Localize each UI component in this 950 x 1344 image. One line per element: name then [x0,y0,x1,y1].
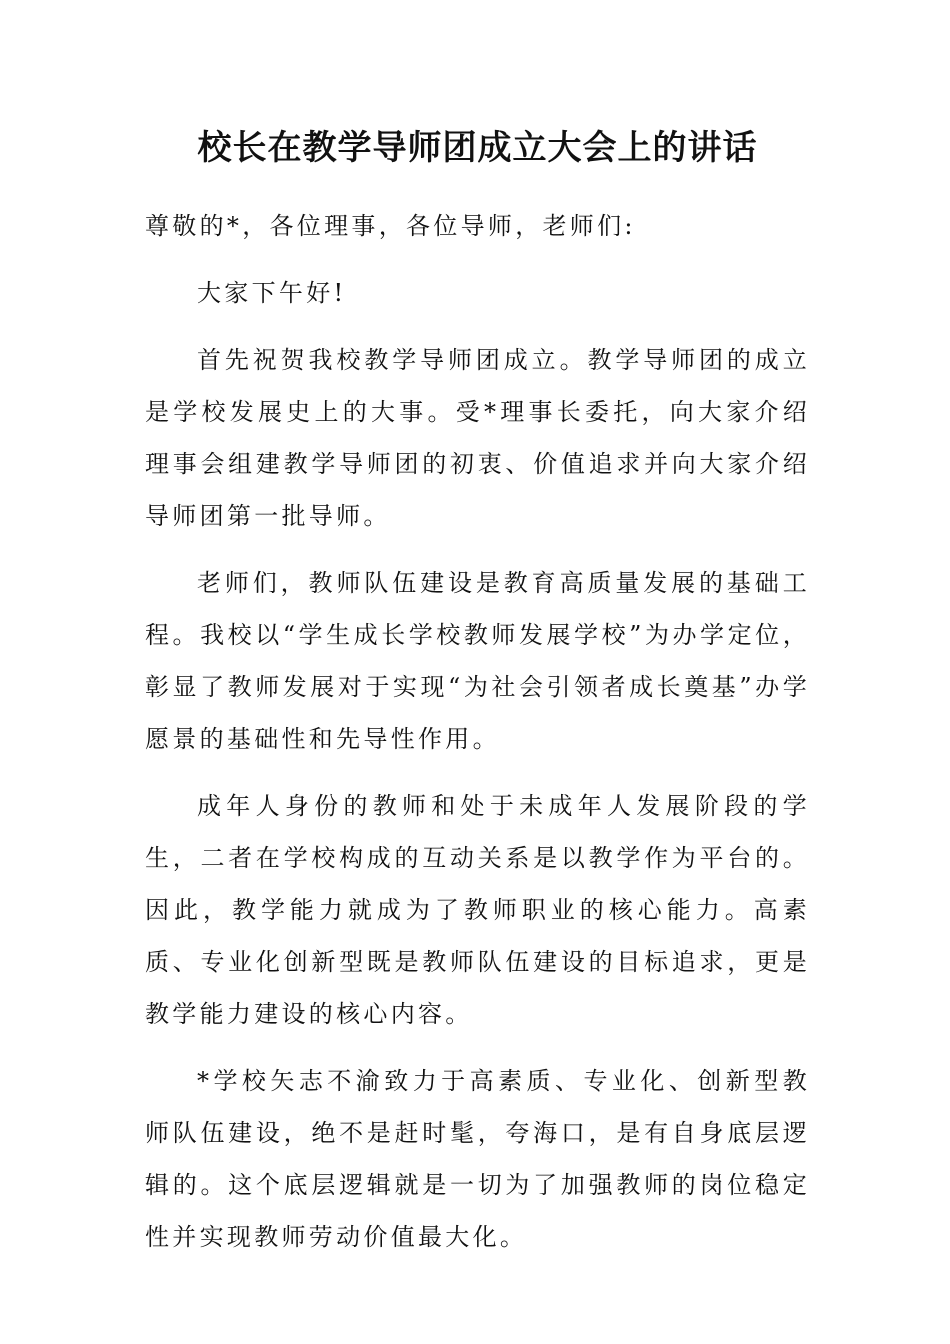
paragraph-3: 成年人身份的教师和处于未成年人发展阶段的学生，二者在学校构成的互动关系是以教学作为平台的。因此，教学能力就成为了教师职业的核心能力。高素质、专业化创新型既是教师队伍建设的目标追求，更是教学能力建设的核心内容。 [145,792,810,1028]
paragraph-2: 老师们，教师队伍建设是教育高质量发展的基础工程。我校以“学生成长学校教师发展学校”为办学定位，彰显了教师发展对于实现“为社会引领者成长奠基”办学愿景的基础性和先导性作用。 [145,569,810,753]
greeting: 大家下午好! [197,279,347,307]
document-title: 校长在教学导师团成立大会上的讲话 [197,128,758,168]
paragraph-4: *学校矢志不渝致力于高素质、专业化、创新型教师队伍建设，绝不是赶时髦，夸海口，是有自身底层逻辑的。这个底层逻辑就是一切为了加强教师的岗位稳定性并实现教师劳动价值最大化。 [145,1067,810,1251]
paragraph-1: 首先祝贺我校教学导师团成立。教学导师团的成立是学校发展史上的大事。受*理事长委托，向大家介绍理事会组建教学导师团的初衷、价值追求并向大家介绍导师团第一批导师。 [145,346,810,530]
document-page [145,118,810,1278]
salutation: 尊敬的*，各位理事，各位导师，老师们: [145,212,636,240]
